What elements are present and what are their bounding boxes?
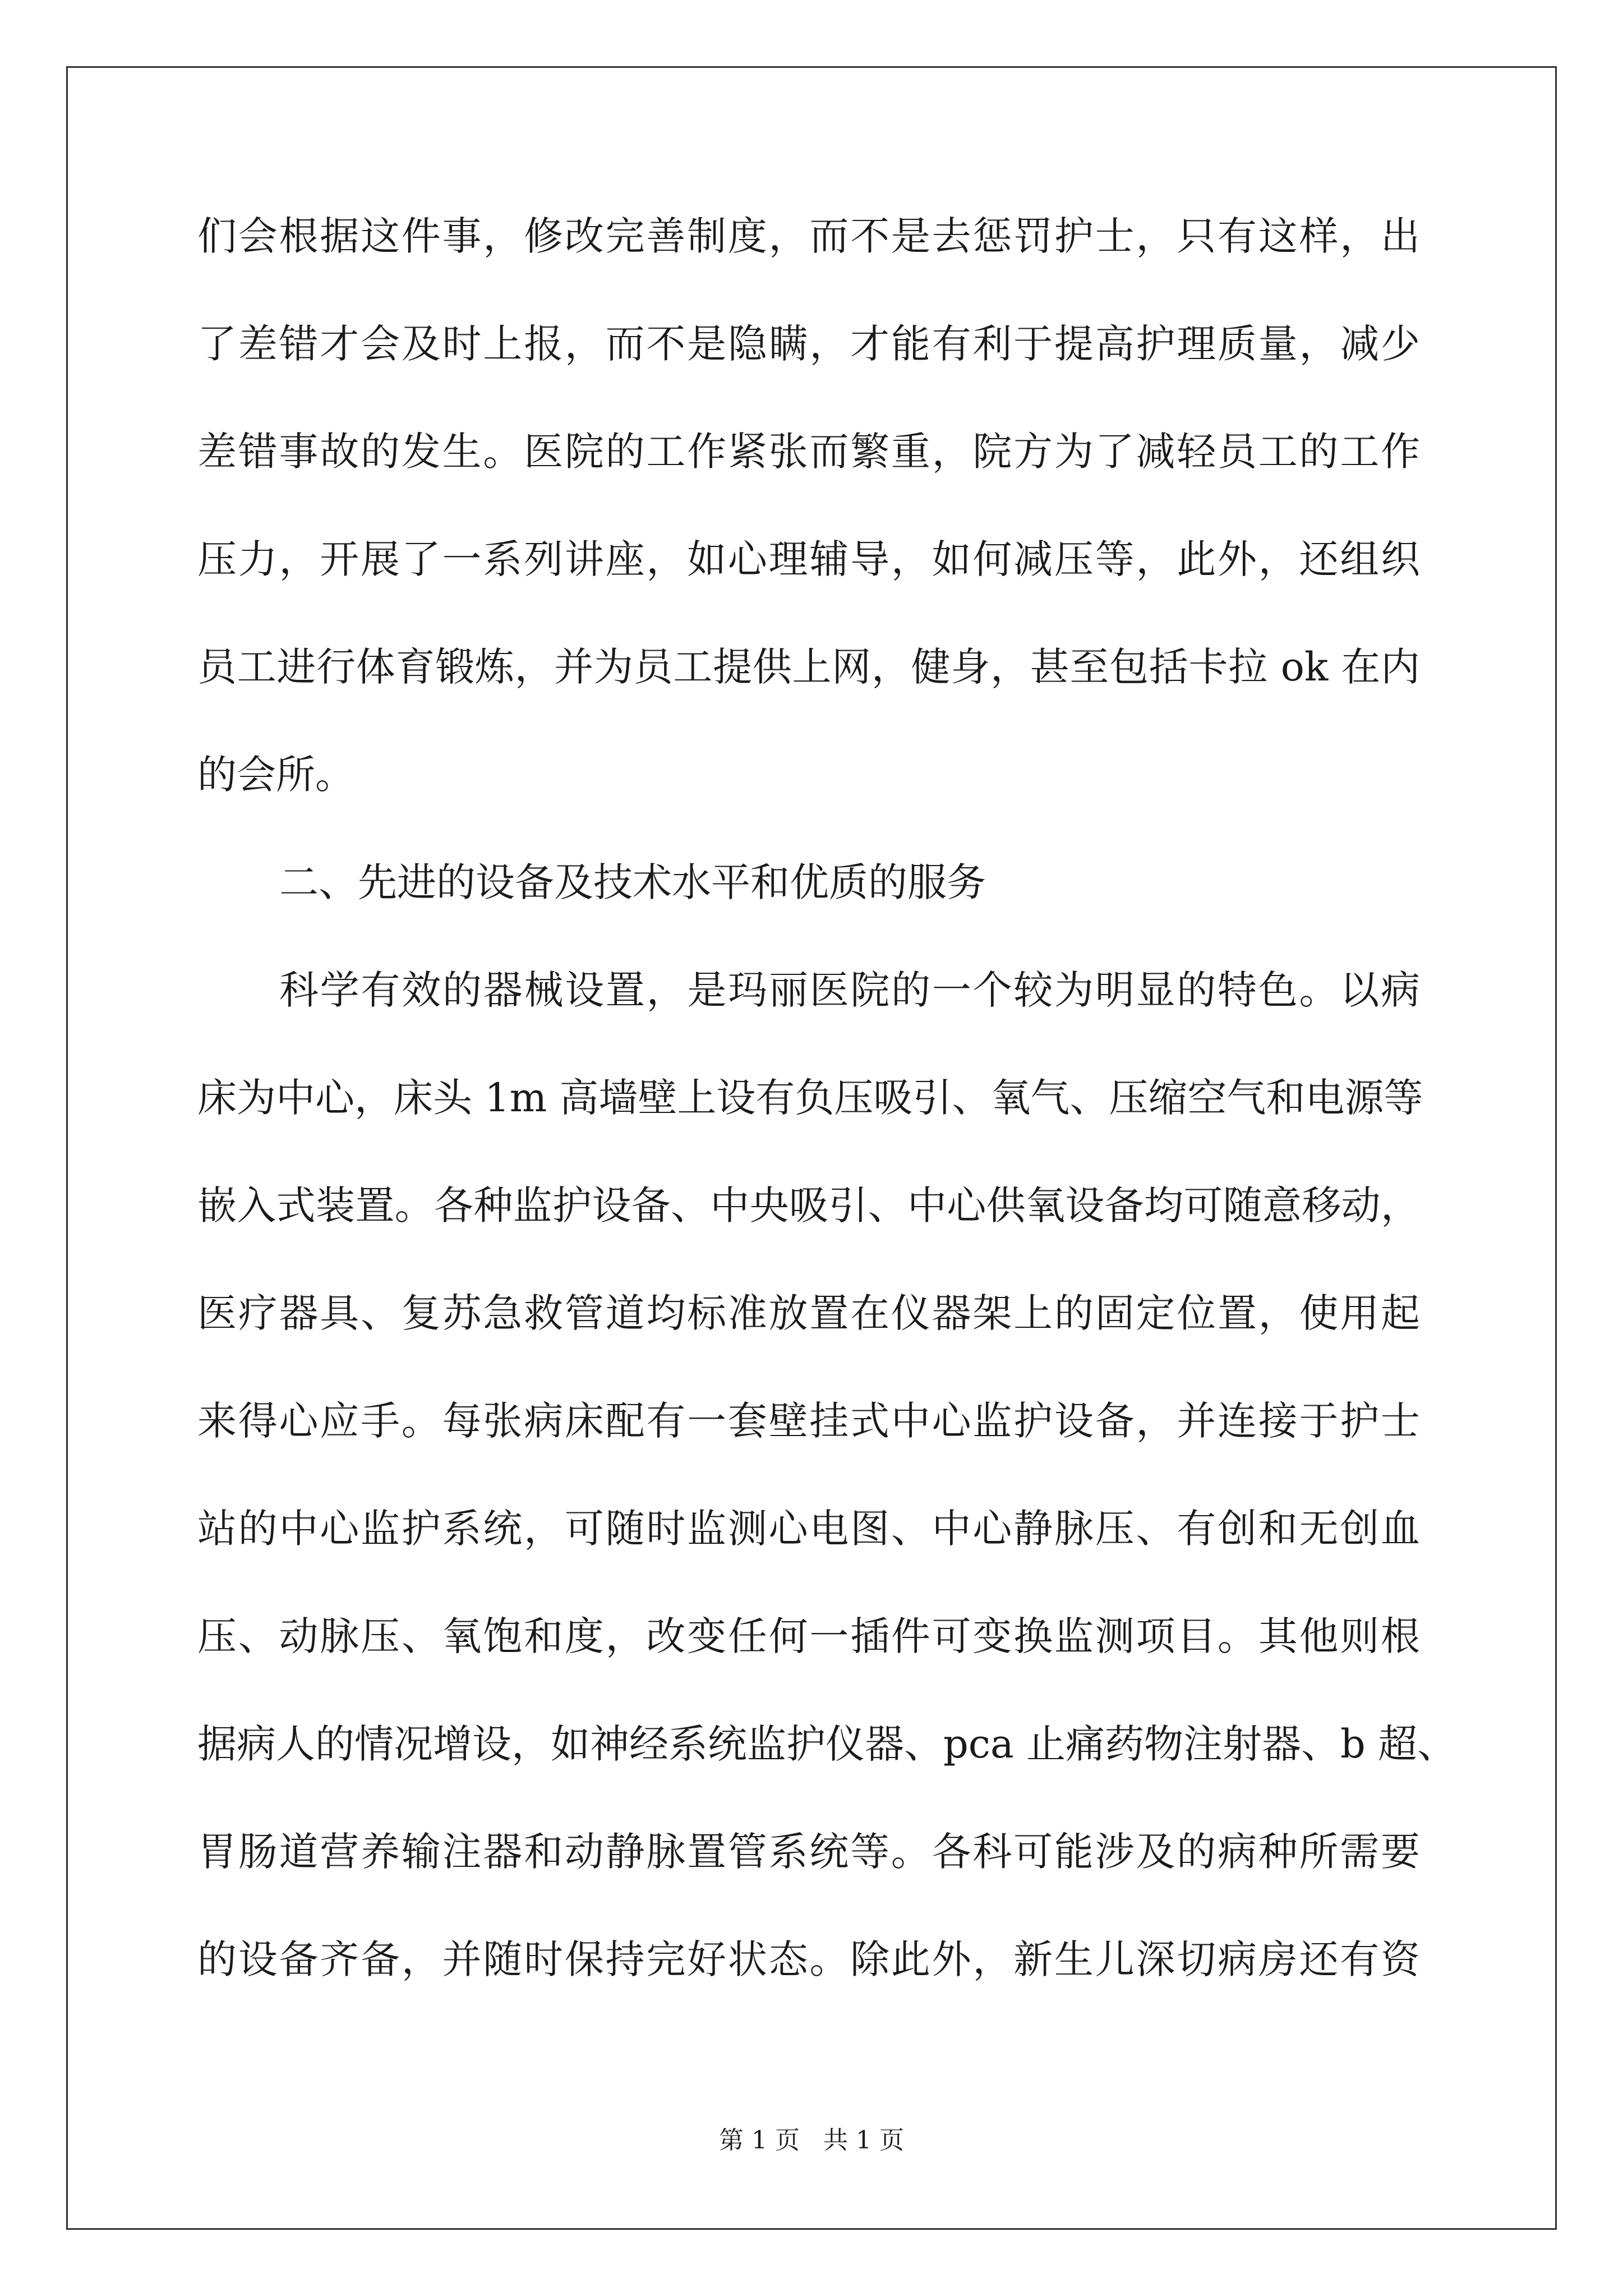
body-line-1: 们会根据这件事，修改完善制度，而不是去惩罚护士，只有这样，出 — [197, 213, 1420, 259]
page-number-footer: 第 1 页 共 1 页 — [719, 2126, 904, 2155]
body-line-9: 床为中心，床头 1m 高墙壁上设有负压吸引、氧气、压缩空气和电源等 — [197, 1075, 1423, 1121]
body-line-15: 据病人的情况增设，如神经系统监护仪器、pca 止痛药物注射器、b 超、 — [197, 1721, 1457, 1767]
body-line-2: 了差错才会及时上报，而不是隐瞒，才能有利于提高护理质量，减少 — [197, 321, 1420, 367]
body-line-3: 差错事故的发生。医院的工作紧张而繁重，院方为了减轻员工的工作 — [197, 429, 1420, 475]
body-line-4: 压力，开展了一系列讲座，如心理辅导，如何减压等，此外，还组织 — [197, 536, 1420, 582]
document-body — [197, 213, 1457, 2047]
body-line-10: 嵌入式装置。各种监护设备、中央吸引、中心供氧设备均可随意移动， — [197, 1182, 1420, 1228]
body-line-16: 胃肠道营养输注器和动静脉置管系统等。各科可能涉及的病种所需要 — [197, 1829, 1420, 1875]
body-line-6: 的会所。 — [197, 752, 354, 798]
section-heading: 二、先进的设备及技术水平和优质的服务 — [279, 859, 986, 905]
body-line-14: 压、动脉压、氧饱和度，改变任何一插件可变换监测项目。其他则根 — [197, 1613, 1420, 1659]
body-line-11: 医疗器具、复苏急救管道均标准放置在仪器架上的固定位置，使用起 — [197, 1290, 1420, 1336]
body-line-12: 来得心应手。每张病床配有一套壁挂式中心监护设备，并连接于护士 — [197, 1398, 1420, 1444]
body-line-5: 员工进行体育锻炼，并为员工提供上网，健身，甚至包括卡拉 ok 在内 — [197, 644, 1420, 690]
body-line-17: 的设备齐备，并随时保持完好状态。除此外，新生儿深切病房还有资 — [197, 1936, 1420, 1982]
body-line-8: 科学有效的器械设置，是玛丽医院的一个较为明显的特色。以病 — [279, 967, 1420, 1013]
body-line-13: 站的中心监护系统，可随时监测心电图、中心静脉压、有创和无创血 — [197, 1506, 1420, 1552]
